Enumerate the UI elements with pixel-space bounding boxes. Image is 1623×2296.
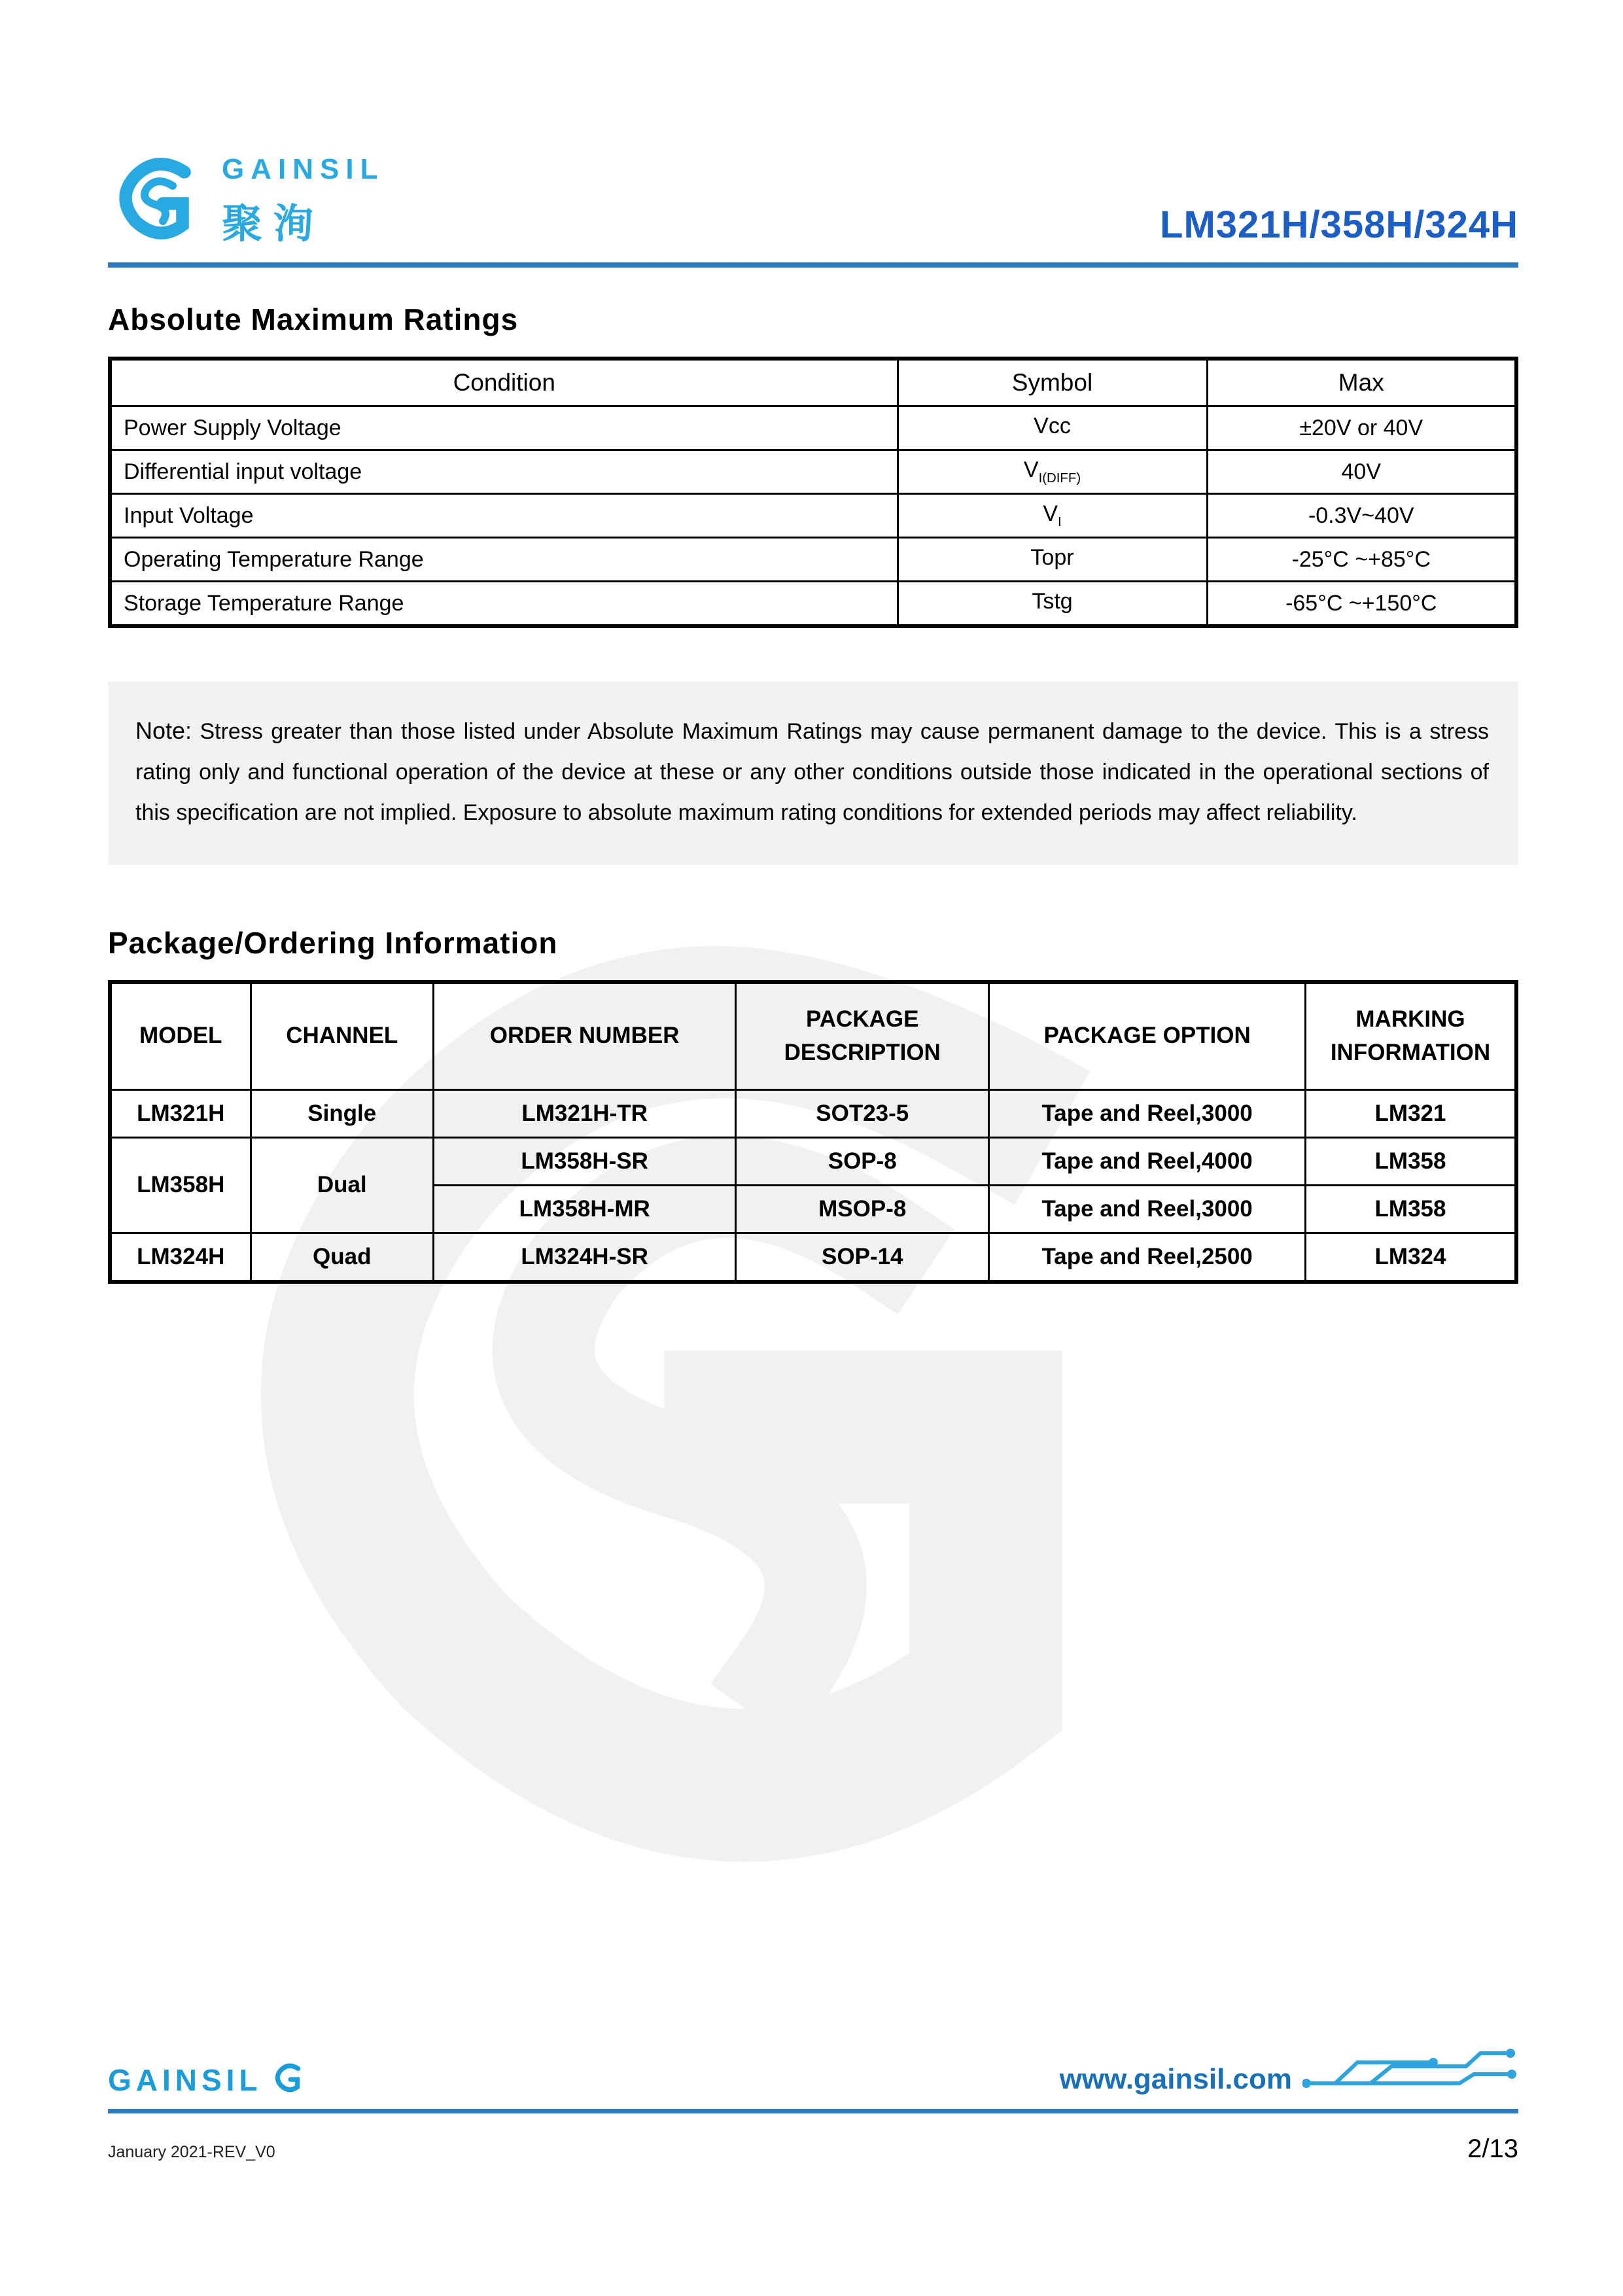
cell-symbol: [898, 582, 1207, 627]
cell-marking: LM324: [1306, 1233, 1517, 1282]
column-header-condition: Condition: [110, 359, 898, 406]
brand-name: GAINSIL: [222, 153, 385, 185]
cell-max: -25°C ~+85°C: [1207, 538, 1516, 582]
cell-channel: Dual: [251, 1137, 434, 1233]
note-label: Note:: [135, 717, 192, 744]
column-header-symbol: Symbol: [898, 359, 1207, 406]
symbol-base: Tstg: [1032, 589, 1073, 614]
brand-name-chinese: 聚洵: [222, 202, 324, 247]
website-url: www.gainsil.com: [1059, 2063, 1292, 2095]
section-heading-abs-max: Absolute Maximum Ratings: [108, 302, 519, 336]
cell-package-option: Tape and Reel,3000: [989, 1185, 1306, 1233]
gainsil-logo-icon: [108, 150, 206, 252]
gainsil-brand: [108, 150, 384, 252]
column-header-marking-information: MARKING INFORMATION: [1306, 982, 1517, 1090]
cell-marking: LM358: [1306, 1137, 1517, 1185]
cell-max: 40V: [1207, 450, 1516, 494]
table-row: [110, 450, 1516, 494]
column-header-channel: CHANNEL: [251, 982, 434, 1090]
footer-brand: [108, 2061, 305, 2098]
column-header-model: MODEL: [110, 982, 251, 1090]
ordering-table: [108, 980, 1518, 1284]
cell-order-number: LM358H-MR: [434, 1185, 736, 1233]
cell-package-option: Tape and Reel,2500: [989, 1233, 1306, 1282]
table-row: [110, 494, 1516, 538]
cell-marking: LM358: [1306, 1185, 1517, 1233]
cell-max: -65°C ~+150°C: [1207, 582, 1516, 627]
note-text: Stress greater than those listed under Absolute Maximum Ratings may cause permanent damage to the device. This is a stress rating only and functional operation of the device at these or any other conditions outside those indicated in the operational sections of this specification are not implied. Exposure to absolute maximum rating conditions for extended periods may affect reliability.: [135, 719, 1489, 825]
cell-condition: Operating Temperature Range: [110, 538, 898, 582]
table-row: [110, 1137, 1516, 1185]
cell-max: ±20V or 40V: [1207, 406, 1516, 450]
cell-channel: Quad: [251, 1233, 434, 1282]
table-row: [110, 1233, 1516, 1282]
symbol-sub: I: [1058, 514, 1062, 529]
page-number: 2/13: [1467, 2134, 1518, 2163]
cell-order-number: LM358H-SR: [434, 1137, 736, 1185]
document-title: LM321H/358H/324H: [1160, 203, 1518, 246]
footer-website: [1060, 2040, 1518, 2098]
symbol-base: Topr: [1030, 545, 1074, 571]
cell-condition: Storage Temperature Range: [110, 582, 898, 627]
circuit-trace-icon: [1302, 2040, 1518, 2098]
cell-symbol: [898, 406, 1207, 450]
footer-rule: [108, 2109, 1518, 2113]
symbol-base: Vcc: [1034, 414, 1071, 439]
brand-text: [222, 153, 384, 249]
table-row: [110, 406, 1516, 450]
column-header-package-option: PACKAGE OPTION: [989, 982, 1306, 1090]
page-header: [108, 150, 1518, 252]
cell-condition: Input Voltage: [110, 494, 898, 538]
cell-model: LM321H: [110, 1089, 251, 1137]
symbol-base: V: [1023, 457, 1039, 483]
cell-model: LM358H: [110, 1137, 251, 1233]
column-header-package-description: PACKAGE DESCRIPTION: [736, 982, 989, 1090]
cell-max: -0.3V~40V: [1207, 494, 1516, 538]
cell-channel: Single: [251, 1089, 434, 1137]
cell-symbol: [898, 494, 1207, 538]
gainsil-logo-small-icon: [271, 2061, 305, 2098]
cell-package-description: SOP-8: [736, 1137, 989, 1185]
cell-order-number: LM321H-TR: [434, 1089, 736, 1137]
cell-symbol: [898, 450, 1207, 494]
cell-condition: Differential input voltage: [110, 450, 898, 494]
cell-marking: LM321: [1306, 1089, 1517, 1137]
page-footer: [108, 2040, 1518, 2164]
footer-brand-name: GAINSIL: [108, 2062, 262, 2097]
header-rule: [108, 262, 1518, 268]
table-row: [110, 1089, 1516, 1137]
cell-condition: Power Supply Voltage: [110, 406, 898, 450]
cell-order-number: LM324H-SR: [434, 1233, 736, 1282]
table-row: [110, 538, 1516, 582]
cell-package-description: SOT23-5: [736, 1089, 989, 1137]
column-header-max: Max: [1207, 359, 1516, 406]
abs-max-note: [108, 682, 1518, 865]
cell-package-description: MSOP-8: [736, 1185, 989, 1233]
cell-package-option: Tape and Reel,4000: [989, 1137, 1306, 1185]
symbol-base: V: [1043, 501, 1058, 527]
abs-max-table: [108, 357, 1518, 628]
revision-text: January 2021-REV_V0: [108, 2143, 275, 2161]
cell-symbol: [898, 538, 1207, 582]
cell-package-description: SOP-14: [736, 1233, 989, 1282]
section-heading-ordering: Package/Ordering Information: [108, 925, 558, 960]
cell-package-option: Tape and Reel,3000: [989, 1089, 1306, 1137]
table-row: [110, 582, 1516, 627]
symbol-sub: I(DIFF): [1038, 470, 1081, 486]
column-header-order-number: ORDER NUMBER: [434, 982, 736, 1090]
abs-max-header-row: [110, 359, 1516, 406]
cell-model: LM324H: [110, 1233, 251, 1282]
ordering-header-row: [110, 982, 1516, 1090]
